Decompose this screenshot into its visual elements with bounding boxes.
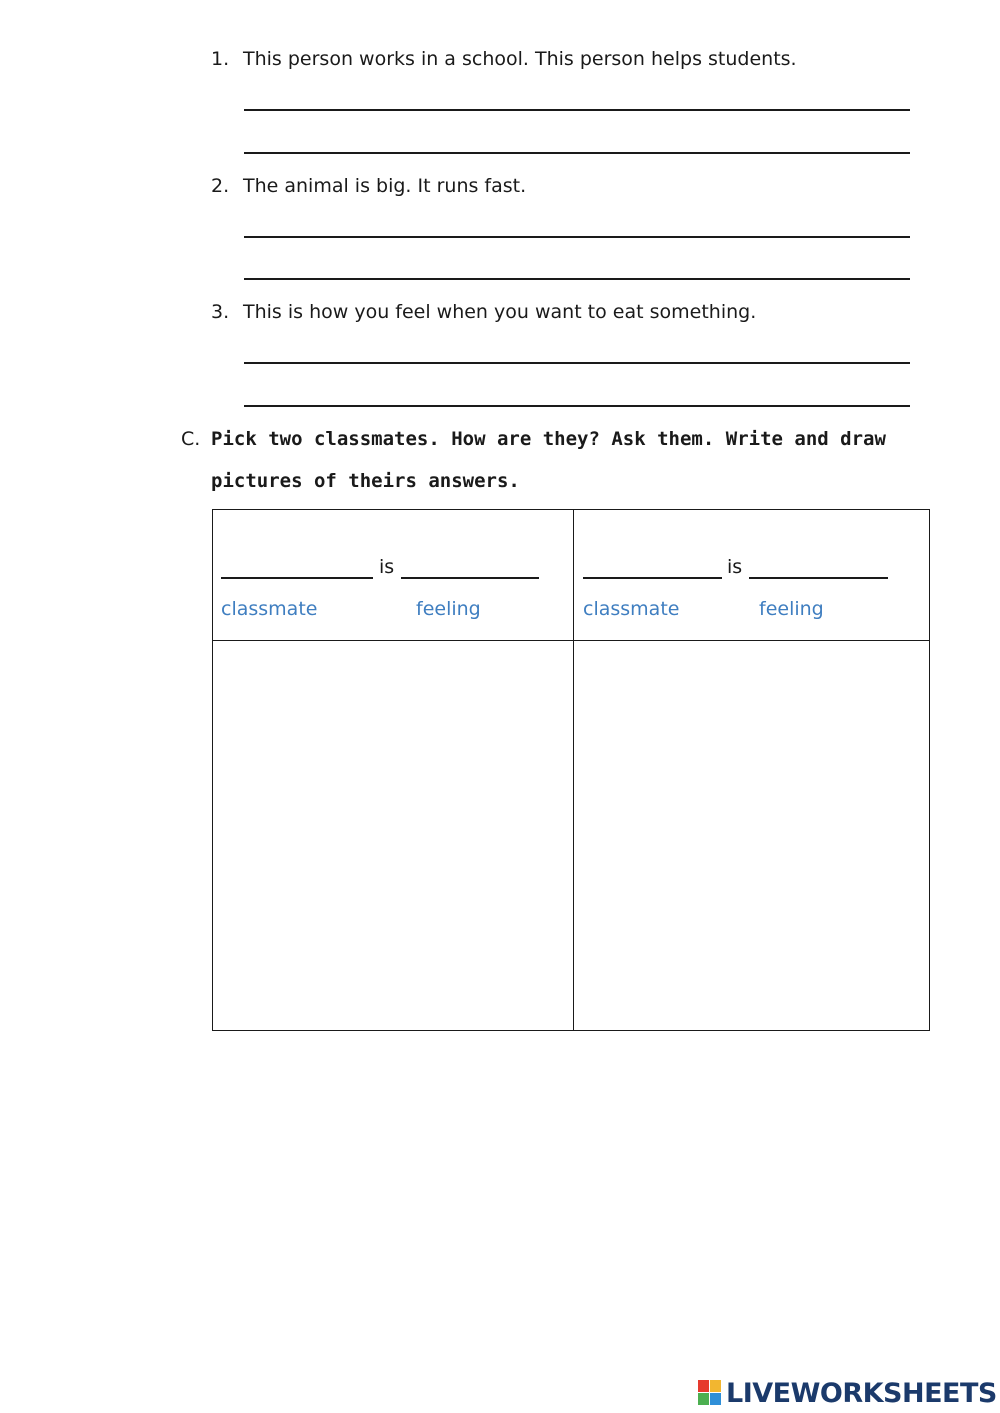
feeling-hint: feeling: [416, 598, 481, 620]
section-letter: C.: [181, 428, 201, 450]
question-text: The animal is big. It runs fast.: [243, 175, 527, 197]
connector-is: is: [727, 556, 743, 578]
feeling-hint: feeling: [759, 598, 824, 620]
feeling-blank[interactable]: [401, 577, 539, 579]
answer-line[interactable]: [244, 152, 910, 154]
classmate-blank[interactable]: [221, 577, 373, 579]
question-text: This is how you feel when you want to eat something.: [243, 301, 757, 323]
section-instruction-line1: Pick two classmates. How are they? Ask them. Write and draw: [211, 428, 886, 450]
classmate-hint: classmate: [583, 598, 680, 620]
question-number: 3.: [211, 301, 230, 323]
liveworksheets-brand-text: LIVEWORKSHEETS: [726, 1377, 997, 1409]
classmates-table: [212, 509, 930, 1031]
answer-line[interactable]: [244, 278, 910, 280]
question-number: 2.: [211, 175, 230, 197]
answer-line[interactable]: [244, 405, 910, 407]
drawing-area-right[interactable]: [574, 641, 929, 1030]
answer-line[interactable]: [244, 236, 910, 238]
connector-is: is: [379, 556, 395, 578]
classmate-blank[interactable]: [583, 577, 722, 579]
question-number: 1.: [211, 48, 230, 70]
answer-line[interactable]: [244, 362, 910, 364]
liveworksheets-logo-icon: [698, 1380, 722, 1406]
section-instruction-line2: pictures of theirs answers.: [211, 470, 520, 492]
liveworksheets-logo[interactable]: [698, 1378, 997, 1408]
drawing-area-left[interactable]: [213, 641, 573, 1030]
answer-line[interactable]: [244, 109, 910, 111]
feeling-blank[interactable]: [749, 577, 888, 579]
classmate-hint: classmate: [221, 598, 318, 620]
question-text: This person works in a school. This person helps students.: [243, 48, 797, 70]
